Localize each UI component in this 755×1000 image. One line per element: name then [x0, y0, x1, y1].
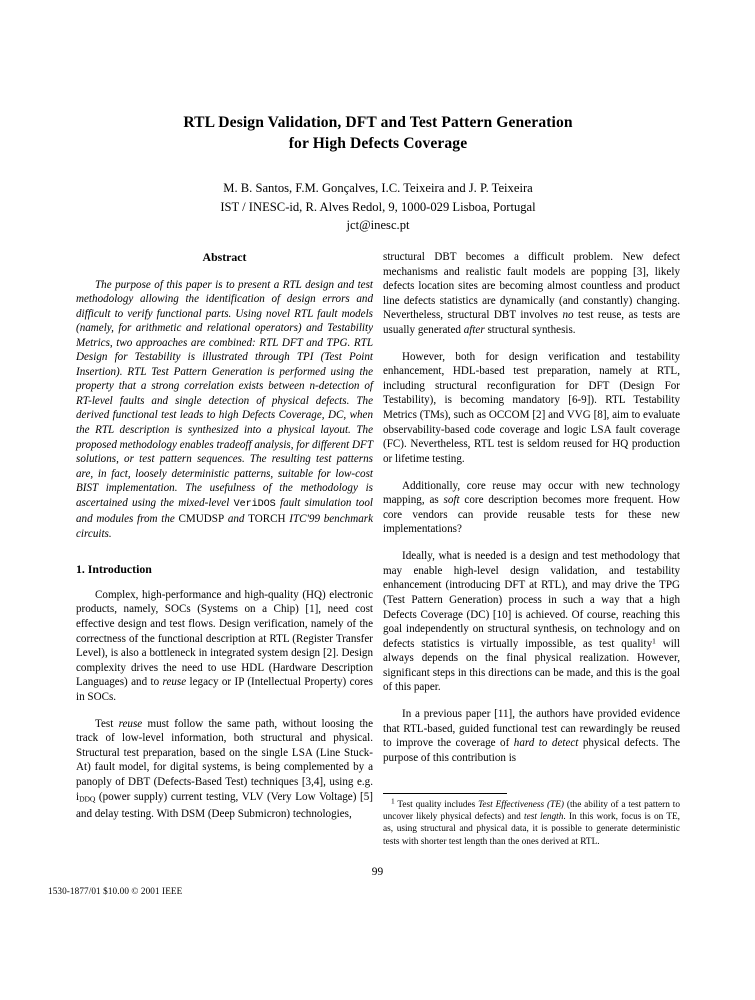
intro-p2-emphasis: reuse: [118, 717, 143, 730]
tool-name-veridos: VeriDOS: [233, 498, 276, 510]
right-p5-emphasis-hard-to-detect: hard to detect: [513, 737, 579, 750]
intro-p2-text-b: (power supply) current testing, VLV (Very Low Voltage) [5] and delay testing. With DSM (Deep Submicron) technologies,: [76, 790, 373, 820]
copyright-notice: 1530-1877/01 $10.00 © 2001 IEEE: [48, 886, 183, 896]
abstract-text-part2: fault simulation tool and modules from the: [76, 496, 373, 526]
iddq-subscript: DDQ: [79, 794, 96, 804]
right-paragraph-3: [383, 479, 680, 537]
right-p4-text-a: Ideally, what is needed is a design and test methodology that may enable high-level design validation, and testability enhancement (introducing DFT at RTL), and may drive the TPG (Test Pattern Generation) process in such a way that a high Defects Coverage (DC) [10] is achieved. Of course, reaching this goal independently on structural synthesis, on technology and on defects statistics is virtually impossible, as test quality: [383, 550, 680, 650]
right-p1-text-c: structural synthesis.: [484, 323, 576, 336]
right-p5-text-b: physical defects. The purpose of this contribution is: [383, 737, 680, 764]
right-p1-emphasis-no: no: [562, 309, 574, 322]
abstract-text-part3: and: [224, 513, 249, 526]
abstract-body: [76, 278, 373, 542]
title-line-1: RTL Design Validation, DFT and Test Pattern Generation: [183, 114, 573, 131]
right-p5-text-a: In a previous paper [11], the authors have provided evidence that RTL-based, guided functional test can rewardingly be reused to improve the coverage of: [383, 708, 680, 750]
intro-paragraph-2: [76, 717, 373, 822]
title-line-2: for High Defects Coverage: [288, 135, 468, 152]
page-number: 99: [371, 866, 384, 878]
benchmark-cmudsp: CMUDSP: [178, 513, 225, 526]
author-block: [76, 179, 680, 235]
intro-paragraph-1: [76, 588, 373, 704]
paper-header: [76, 112, 680, 235]
right-p3-text-b: core description becomes more frequent. How core vendors can provide reusable tests for these new implementations?: [383, 494, 680, 536]
right-paragraph-1: [383, 250, 680, 337]
introduction-section: [76, 562, 373, 821]
footnote-block: [383, 793, 680, 848]
left-column: [76, 250, 373, 821]
author-names: M. B. Santos, F.M. Gonçalves, I.C. Teixeira and J. P. Teixeira: [223, 181, 533, 195]
benchmark-itc99: ITC'99: [289, 513, 321, 526]
footnote-emphasis-test-length: test length: [524, 812, 564, 823]
footnote-marker-inline: 1: [652, 636, 656, 646]
right-paragraph-2: However, both for design verification and testability enhancement, HDL-based test preparation, namely at RTL, including structural reconfiguration for DFT (Design For Testability), is becoming mandatory [6-9]). RTL Testability Metrics (TMs), such as OCCOM [2] and VVG [8], aim to evaluate observability-based code coverage and logic LSA fault coverage (FC). Nevertheless, RTL test is seldom reused for HQ production or lifetime testing.: [383, 350, 680, 465]
right-p1-text-b: test reuse, as tests are usually generated: [383, 309, 680, 336]
footnote-number: 1: [391, 796, 395, 806]
right-p3-text-a: Additionally, core reuse may occur with new technology mapping, as: [383, 479, 680, 507]
abstract-text-part5: benchmark circuits.: [76, 513, 373, 540]
footnote-text-a: Test quality includes: [394, 800, 479, 810]
right-p3-emphasis-soft: soft: [443, 494, 460, 507]
abstract-text-part1: The purpose of this paper is to present a RTL design and test methodology allowing the identification of design errors and difficult to verify functional parts. Using novel RTL fault models (namely, for arithmetic and relational operators) and Testability Metrics, two approaches are combined: RTL DFT and TPG. RTL Design for Testability is illustrated through TPI (Test Point Insertion). RTL Test Pattern Generation is performed using the property that a strong correlation exists between n-detection of RT-level faults and single detection of physical defects. The derived functional test leads to high Defects Coverage, DC, when the RTL description is synthesized into a physical layout. The proposed methodology enables tradeoff analysis, for different DFT solutions, or test pattern sequences. The resulting test patterns are, in fact, loosely deterministic patterns, suitable for low-cost BIST implementation. The usefulness of the methodology is ascertained using the mixed-level: [76, 278, 373, 509]
right-paragraph-4: [383, 549, 680, 694]
abstract-paragraph: [76, 278, 373, 542]
abstract-section: [76, 250, 373, 541]
intro-p1-text: Complex, high-performance and high-quality (HQ) electronic products, namely, SOCs (Systems on a Chip) [1], need cost effective design and test flows. Design verification, namely of the correctness of the functional description at RTL (Register Transfer Level), is also a bottleneck in integrated system design [2]. Design complexity drives the need to use HDL (Hardware Description Languages) and to: [76, 588, 373, 689]
footnote-text-c: . In this work, focus is on TE, as, using structural and physical data, it is possible to generate deterministic tests with shorter test length than the ones derived at RTL.: [383, 812, 680, 847]
footnote-emphasis-te: Test Effectiveness (TE): [478, 800, 565, 810]
introduction-heading: 1. Introduction: [76, 562, 152, 577]
right-paragraph-5: [383, 707, 680, 765]
intro-p2-text-a: must follow the same path, without loosing the track of low-level information, both structural and physical. Structural test preparation, based on the single LSA (Line Stuck-At) fault model, for digital systems, is being complemented by a panoply of DBT (Defects-Based Test) techniques [3,4], using e.g. i: [76, 717, 373, 803]
author-affiliation: IST / INESC-id, R. Alves Redol, 9, 1000-029 Lisboa, Portugal: [220, 199, 536, 214]
footnote-separator-rule: [383, 793, 507, 794]
benchmark-torch: TORCH: [248, 513, 286, 526]
abstract-heading: Abstract: [202, 250, 247, 264]
footnote-text-b: (the ability of a test pattern to uncover likely physical defects) and: [383, 800, 680, 823]
intro-p1-tail: legacy or IP (Intellectual Property) cores in SOCs.: [76, 676, 373, 703]
right-p4-text-b: will always depends on the final physical realization. However, significant steps in this directions can be made, and this is the goal of this paper.: [383, 637, 680, 694]
intro-p1-emphasis: reuse: [162, 676, 187, 689]
page-title: [76, 112, 680, 154]
right-column: [383, 250, 680, 766]
intro-p2-lead: Test: [95, 717, 119, 730]
right-p1-text-a: structural DBT becomes a difficult problem. New defect mechanisms and realistic fault models are popping [3], likely defects location sites are becoming almost countless and product line defects statistics are dynamically (and constantly) changing. Nevertheless, structural DBT involves: [383, 251, 680, 322]
author-email: jct@inesc.pt: [346, 218, 410, 232]
right-p1-emphasis-after: after: [463, 323, 485, 336]
footnote-text: [383, 796, 680, 848]
